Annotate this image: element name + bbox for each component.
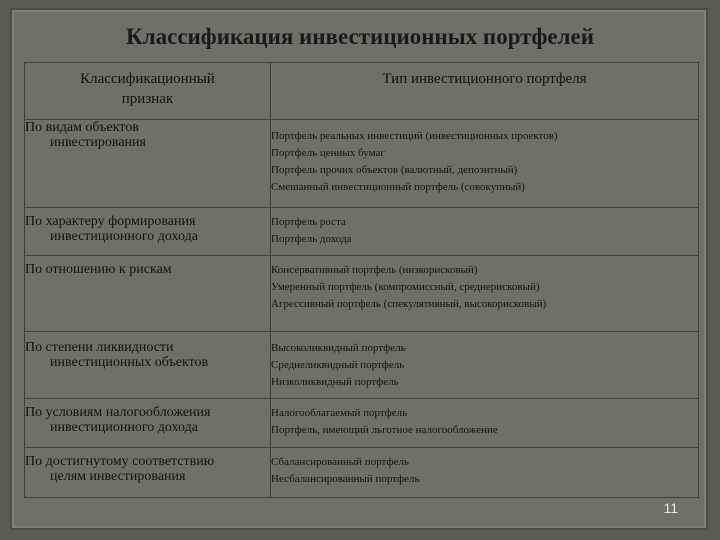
criterion-line1: По условиям налогообложения <box>25 405 211 420</box>
table-row <box>25 399 699 448</box>
table-row <box>25 256 699 332</box>
table-row <box>25 208 699 256</box>
type-item: Умеренный портфель (компромиссный, среднерисковый) <box>271 281 540 293</box>
types-cell <box>271 256 699 332</box>
type-item: Портфель, имеющий льготное налогообложение <box>271 424 498 436</box>
types-cell <box>271 399 699 448</box>
criterion-line1: По достигнутому соответствию <box>25 454 215 469</box>
type-item: Портфель реальных инвестиций (инвестиционных проектов) <box>271 130 558 142</box>
type-item: Портфель прочих объектов (валютный, депозитный) <box>271 164 518 176</box>
criterion-line2: целям инвестирования <box>50 469 186 484</box>
type-item: Агрессивный портфель (спекулятивный, высокорисковый) <box>271 298 547 310</box>
criterion-line1: По характеру формирования <box>25 214 196 229</box>
criterion-line1: По отношению к рискам <box>25 262 172 277</box>
type-item: Консервативный портфель (низкорисковый) <box>271 264 478 276</box>
page-number: 11 <box>663 500 678 516</box>
types-cell <box>271 332 699 399</box>
criterion-line2: инвестиционного дохода <box>50 420 198 435</box>
type-item: Среднеликвидный портфель <box>271 359 405 371</box>
header-criterion-line1: Классификационный <box>80 71 215 87</box>
table-header-row <box>25 63 699 120</box>
criterion-cell <box>25 399 271 448</box>
classification-table <box>24 62 699 498</box>
criterion-line1: По видам объектов <box>25 120 139 135</box>
type-item: Портфель дохода <box>271 233 352 245</box>
slide-title: Классификация инвестиционных портфелей <box>126 24 594 49</box>
type-item: Налогооблагаемый портфель <box>271 407 408 419</box>
type-item: Смешанный инвестиционный портфель (совокупный) <box>271 181 525 193</box>
criterion-cell <box>25 208 271 256</box>
criterion-cell <box>25 448 271 498</box>
type-item: Портфель роста <box>271 216 346 228</box>
type-item: Высоколиквидный портфель <box>271 342 406 354</box>
header-criterion <box>25 63 271 120</box>
criterion-cell <box>25 256 271 332</box>
type-item: Сбалансированный портфель <box>271 456 409 468</box>
type-item: Низколиквидный портфель <box>271 376 399 388</box>
criterion-line2: инвестиционных объектов <box>50 355 209 370</box>
table-row <box>25 448 699 498</box>
header-portfolio-type: Тип инвестиционного портфеля <box>271 63 699 120</box>
criterion-cell <box>25 332 271 399</box>
types-cell <box>271 208 699 256</box>
criterion-cell <box>25 120 271 208</box>
criterion-line2: инвестиционного дохода <box>50 229 198 244</box>
criterion-line2: инвестирования <box>50 135 146 150</box>
types-cell <box>271 120 699 208</box>
type-item: Портфель ценных бумаг <box>271 147 385 159</box>
table-row <box>25 332 699 399</box>
criterion-line1: По степени ликвидности <box>25 340 174 355</box>
header-criterion-line2: признак <box>121 91 174 107</box>
table-row <box>25 120 699 208</box>
types-cell <box>271 448 699 498</box>
type-item: Несбалансированный портфель <box>271 473 420 485</box>
